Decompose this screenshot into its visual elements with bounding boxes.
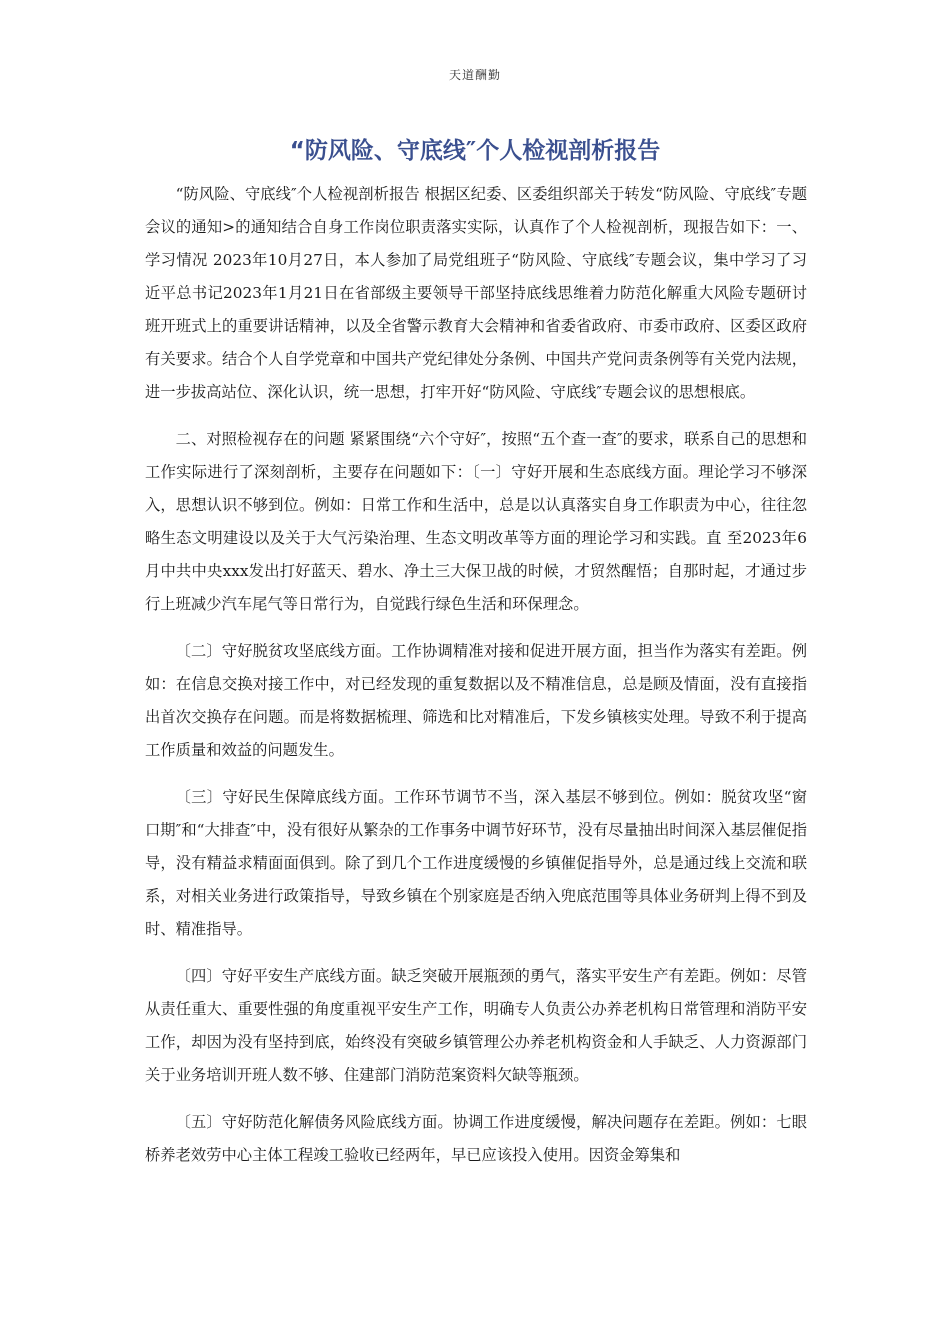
paragraph-debt: 〔五〕守好防范化解债务风险底线方面。协调工作进度缓慢，解决问题存在差距。例如：七眼桥养老效劳中心主体工程竣工验收已经两年，早已应该投入使用。因资金筹集和 bbox=[145, 1113, 807, 1164]
paragraph-intro: “防风险、守底线″个人检视剖析报告 根据区纪委、区委组织部关于转发“防风险、守底线″专题会议的通知>的通知结合自身工作岗位职责落实实际，认真作了个人检视剖析，现报告如下：一、学习情况 2023年10月27日，本人参加了局党组班子“防风险、守底线″专题会议，集中学习了习近平总书记2023年1月21日在省部级主要领导干部坚持底线思维着力防范化解重大风险专题研讨班开班式上的重要讲话精神，以及全省警示教育大会精神和省委省政府、市委市政府、区委区政府有关要求。结合个人自学党章和中国共产党纪律处分条例、中国共产党问责条例等有关党内法规，进一步拔高站位、深化认识，统一思想，打牢开好“防风险、守底线″专题会议的思想根底。 bbox=[145, 185, 807, 401]
page-header: 天道酬勤 bbox=[448, 68, 501, 82]
paragraph-problems: 二、对照检视存在的问题 紧紧围绕“六个守好″，按照“五个查一查″的要求，联系自己的思想和工作实际进行了深刻剖析，主要存在问题如下：〔一〕守好开展和生态底线方面。理论学习不够深入，思想认识不够到位。例如：日常工作和生活中，总是以认真落实自身工作职责为中心，往往忽略生态文明建设以及关于大气污染治理、生态文明改革等方面的理论学习和实践。直 至2023年6月中共中央xxx发出打好蓝天、碧水、净土三大保卫战的时候，才贸然醒悟；自那时起，才通过步行上班减少汽车尾气等日常行为，自觉践行绿色生活和环保理念。 bbox=[145, 430, 807, 613]
paragraph-poverty: 〔二〕守好脱贫攻坚底线方面。工作协调精准对接和促进开展方面，担当作为落实有差距。例如：在信息交换对接工作中，对已经发现的重复数据以及不精准信息，总是顾及情面，没有直接指出首次交换存在问题。而是将数据梳理、筛选和比对精准后，下发乡镇核实处理。导致不利于提高工作质量和效益的问题发生。 bbox=[145, 642, 807, 759]
document-body bbox=[145, 178, 807, 1186]
paragraph-livelihood: 〔三〕守好民生保障底线方面。工作环节调节不当，深入基层不够到位。例如：脱贫攻坚“窗口期″和“大排查″中，没有很好从繁杂的工作事务中调节好环节，没有尽量抽出时间深入基层催促指导，没有精益求精面面俱到。除了到几个工作进度缓慢的乡镇催促指导外，总是通过线上交流和联系，对相关业务进行政策指导，导致乡镇在个别家庭是否纳入兜底范围等具体业务研判上得不到及时、精准指导。 bbox=[145, 788, 807, 938]
document-title: “防风险、守底线″个人检视剖析报告 bbox=[289, 138, 661, 164]
paragraph-safety: 〔四〕守好平安生产底线方面。缺乏突破开展瓶颈的勇气，落实平安生产有差距。例如：尽管从责任重大、重要性强的角度重视平安生产工作，明确专人负责公办养老机构日常管理和消防平安工作，却因为没有坚持到底，始终没有突破乡镇管理公办养老机构资金和人手缺乏、人力资源部门关于业务培训开班人数不够、住建部门消防范案资料欠缺等瓶颈。 bbox=[145, 967, 807, 1084]
